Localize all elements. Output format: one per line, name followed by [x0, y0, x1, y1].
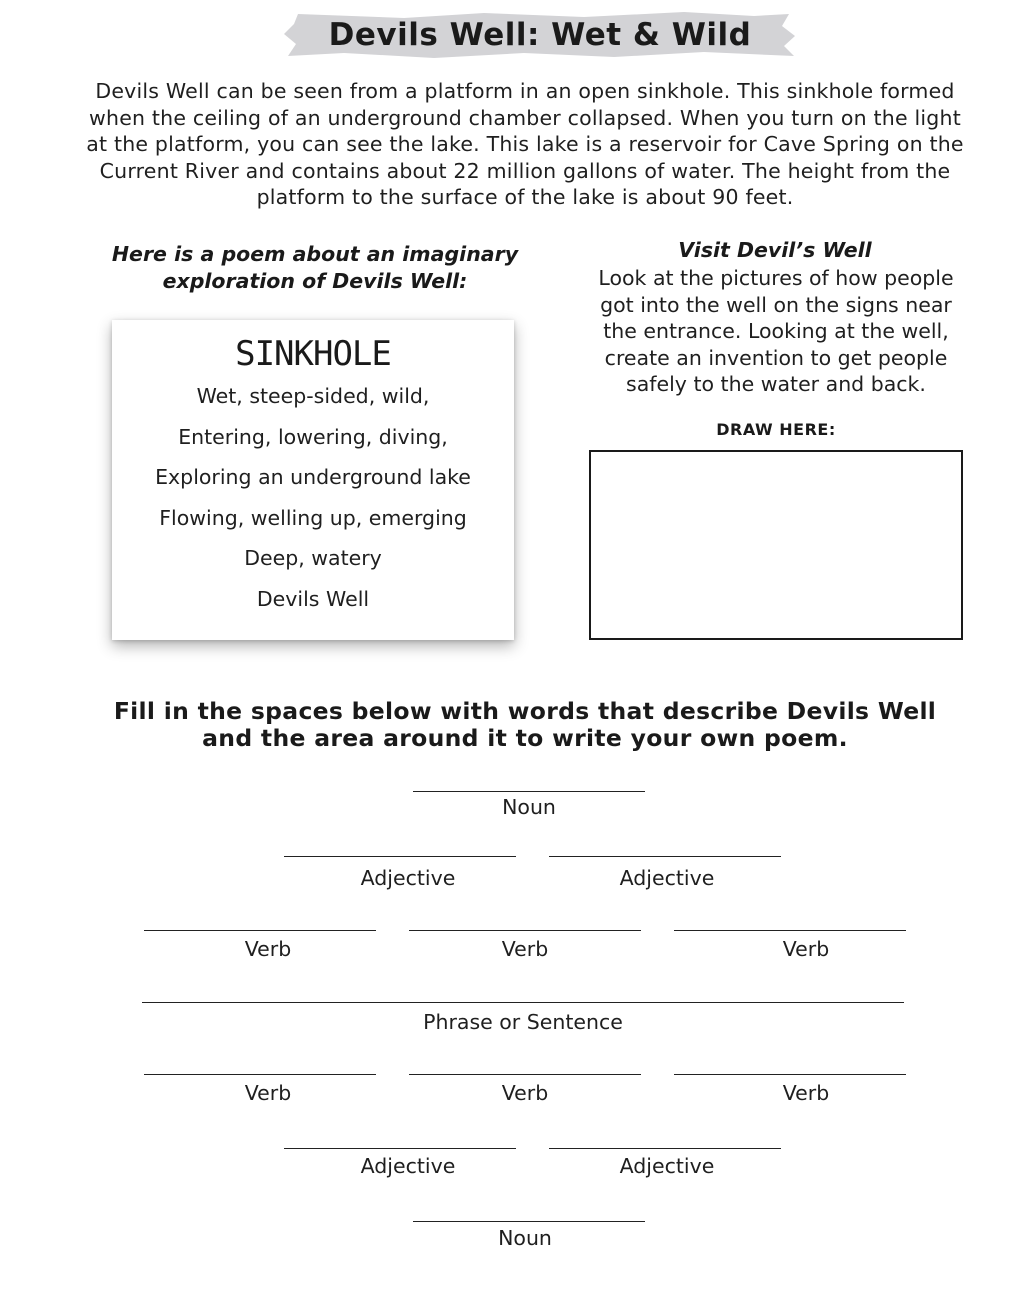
poem-heading: [80, 241, 550, 294]
poem-line: Deep, watery: [244, 546, 382, 570]
word-type-label: Adjective: [619, 866, 715, 890]
word-type-label: Phrase or Sentence: [423, 1010, 623, 1034]
visit-instructions: [576, 265, 976, 398]
verb-blank[interactable]: [144, 1074, 376, 1075]
adjective-blank[interactable]: [549, 856, 781, 857]
poem-line: Wet, steep-sided, wild,: [196, 384, 430, 408]
intro-line: at the platform, you can see the lake. This lake is a reservoir for Cave Spring on the: [86, 132, 964, 156]
verb-blank[interactable]: [409, 930, 641, 931]
poem-line: Entering, lowering, diving,: [178, 425, 448, 449]
fill-in-heading-line: and the area around it to write your own poem.: [202, 724, 848, 752]
draw-label: DRAW HERE:: [716, 420, 836, 439]
phrase-blank[interactable]: [142, 1002, 904, 1003]
poem-card: [112, 320, 514, 640]
visit-line: the entrance. Looking at the well,: [603, 319, 949, 343]
title-banner: [284, 12, 796, 58]
verb-blank[interactable]: [144, 930, 376, 931]
word-type-label: Verb: [244, 1081, 292, 1105]
adjective-blank[interactable]: [549, 1148, 781, 1149]
visit-line: create an invention to get people: [604, 345, 948, 370]
adjective-blank[interactable]: [284, 856, 516, 857]
intro-line: when the ceiling of an underground chamber collapsed. When you turn on the light: [89, 105, 961, 130]
word-type-label: Noun: [502, 795, 556, 819]
intro-line: Current River and contains about 22 million gallons of water. The height from the: [99, 158, 951, 183]
poem-line: Exploring an underground lake: [155, 465, 471, 489]
poem-heading-line: exploration of Devils Well:: [162, 268, 468, 293]
intro-line: Devils Well can be seen from a platform in an open sinkhole. This sinkhole formed: [95, 79, 955, 103]
verb-blank[interactable]: [674, 1074, 906, 1075]
poem-line: Devils Well: [256, 587, 370, 611]
poem-heading-line: Here is a poem about an imaginary: [111, 242, 519, 266]
visit-heading: Visit Devil’s Well: [678, 238, 872, 262]
fill-in-heading: [40, 698, 1010, 752]
verb-blank[interactable]: [674, 930, 906, 931]
page-title: Devils Well: Wet & Wild: [328, 17, 752, 53]
intro-paragraph: [60, 78, 990, 211]
word-type-label: Verb: [501, 937, 549, 961]
verb-blank[interactable]: [409, 1074, 641, 1075]
word-type-label: Verb: [782, 937, 830, 961]
word-type-label: Verb: [782, 1081, 830, 1105]
word-type-label: Verb: [501, 1081, 549, 1105]
visit-line: got into the well on the signs near: [600, 292, 952, 317]
word-type-label: Adjective: [619, 1154, 715, 1178]
noun-blank[interactable]: [413, 1221, 645, 1222]
drawing-area[interactable]: [589, 450, 963, 640]
visit-line: Look at the pictures of how people: [598, 266, 954, 290]
noun-blank[interactable]: [413, 791, 645, 792]
poem-line: Flowing, welling up, emerging: [159, 506, 467, 530]
adjective-blank[interactable]: [284, 1148, 516, 1149]
word-type-label: Noun: [498, 1226, 552, 1250]
word-type-label: Adjective: [360, 866, 456, 890]
word-type-label: Adjective: [360, 1154, 456, 1178]
intro-line: platform to the surface of the lake is about 90 feet.: [256, 185, 794, 209]
visit-line: safely to the water and back.: [626, 372, 926, 396]
poem-title: SINKHOLE: [235, 334, 391, 374]
word-type-label: Verb: [244, 937, 292, 961]
fill-in-heading-line: Fill in the spaces below with words that describe Devils Well: [113, 697, 937, 725]
